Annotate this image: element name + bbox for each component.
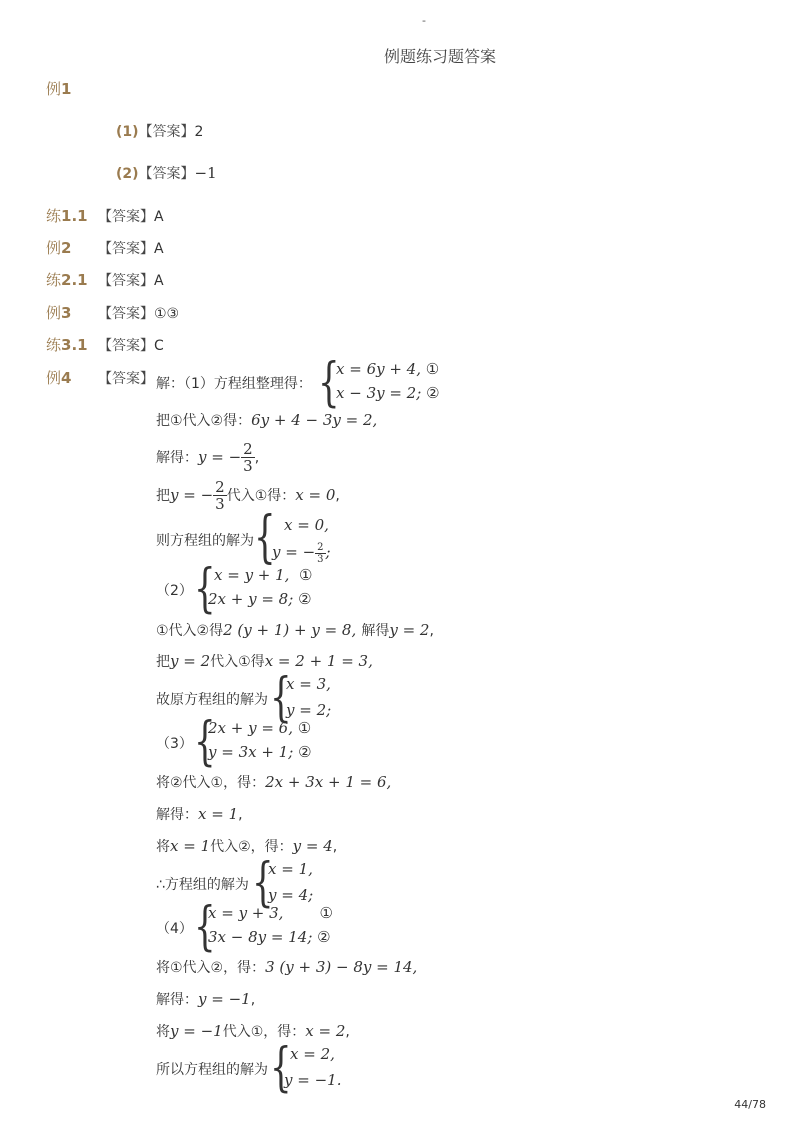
practice-2-1-answer: 【答案】A <box>98 273 164 289</box>
page-title: 例题练习题答案 <box>383 47 496 66</box>
s4-line-2: 解得：y = −1, <box>156 990 256 1008</box>
page-number: 44/78 <box>734 1098 766 1111</box>
left-brace: { <box>194 896 216 958</box>
s4-result-eq1: x = 2, <box>290 1045 335 1063</box>
left-brace: { <box>318 352 340 414</box>
s1-result-text: 则方程组的解为 <box>156 533 254 549</box>
s3-result-eq1: x = 1, <box>268 860 313 878</box>
label-practice-3-1: 练3.1 <box>46 336 88 354</box>
s2-result-system <box>270 667 360 729</box>
s4-label: （4） <box>156 921 193 937</box>
example-1-part-2: (2)【答案】−1 <box>116 164 217 182</box>
s2-eq2: 2x + y = 8; ② <box>208 590 312 608</box>
s1-line-3: 把y = − $\frac{2}{3}$ 代入①得：x = 0, <box>156 477 340 513</box>
s4-result-text: 所以方程组的解为 <box>156 1062 268 1078</box>
left-brace: { <box>254 505 276 571</box>
s2-line-1: ①代入②得2 (y + 1) + y = 8, 解得y = 2, <box>156 621 434 639</box>
s4-system <box>194 896 354 958</box>
s1-line-1: 把①代入②得：6y + 4 − 3y = 2, <box>156 411 378 429</box>
s3-label: （3） <box>156 736 193 752</box>
s1-result-system <box>254 505 364 571</box>
s4-result-eq2: y = −1. <box>284 1071 342 1089</box>
label-practice-1-1: 练1.1 <box>46 207 88 225</box>
practice-1-1-answer: 【答案】A <box>98 209 164 225</box>
example-2-answer: 【答案】A <box>98 241 164 257</box>
s3-line-1: 将②代入①，得：2x + 3x + 1 = 6, <box>156 773 392 791</box>
s2-eq1: x = y + 1, ① <box>214 566 313 584</box>
s1-result-eq2: y = − $\frac{2}{3}$ ; <box>272 541 331 565</box>
header-dash: - <box>422 14 426 27</box>
s2-line-2: 把y = 2代入①得x = 2 + 1 = 3, <box>156 652 373 670</box>
s3-result-text: ∴方程组的解为 <box>156 877 249 893</box>
practice-3-1-answer: 【答案】C <box>98 338 164 354</box>
label-example-4: 例4 <box>46 369 72 387</box>
s4-result-system <box>270 1037 370 1099</box>
label-practice-2-1: 练2.1 <box>46 271 88 289</box>
s3-line-2: 解得：x = 1, <box>156 805 243 823</box>
left-brace: { <box>252 852 274 914</box>
label-example-3: 例3 <box>46 304 72 322</box>
s1-eq1: x = 6y + 4, ① <box>336 360 440 378</box>
fraction-two-thirds: $\frac{2}{3}$ <box>215 477 225 513</box>
left-brace: { <box>194 711 216 773</box>
s2-result-eq2: y = 2; <box>286 701 332 719</box>
s3-system <box>194 711 334 773</box>
s4-line-3: 将y = −1代入①，得：x = 2, <box>156 1022 350 1040</box>
s4-eq1: x = y + 3, ① <box>208 904 333 922</box>
left-brace: { <box>270 667 292 729</box>
example-3-answer: 【答案】①③ <box>98 306 180 322</box>
s3-eq1: 2x + y = 6, ① <box>208 719 312 737</box>
s3-result-eq2: y = 4; <box>268 886 314 904</box>
s2-result-text: 故原方程组的解为 <box>156 692 268 708</box>
left-brace: { <box>194 558 216 620</box>
s1-result-eq1: x = 0, <box>284 516 329 534</box>
s3-eq2: y = 3x + 1; ② <box>208 743 312 761</box>
s3-result-system <box>252 852 342 914</box>
s4-eq2: 3x − 8y = 14; ② <box>208 928 331 946</box>
s1-line-2: 解得：y = − $\frac{2}{3}$ , <box>156 439 260 475</box>
s1-system <box>318 352 458 414</box>
s2-system <box>194 558 334 620</box>
label-example-2: 例2 <box>46 239 72 257</box>
s1-intro: 解：（1）方程组整理得： <box>156 376 312 392</box>
fraction-two-thirds: $\frac{2}{3}$ <box>317 541 324 565</box>
label-example-1: 例1 <box>46 80 72 98</box>
s2-label: （2） <box>156 583 193 599</box>
s3-line-3: 将x = 1代入②，得：y = 4, <box>156 837 338 855</box>
fraction-two-thirds: $\frac{2}{3}$ <box>243 439 253 475</box>
s2-result-eq1: x = 3, <box>286 675 331 693</box>
example-4-answer-tag: 【答案】 <box>98 371 154 387</box>
example-1-part-1: (1)【答案】2 <box>116 124 204 140</box>
s4-line-1: 将①代入②，得：3 (y + 3) − 8y = 14, <box>156 958 418 976</box>
left-brace: { <box>270 1037 292 1099</box>
s1-eq2: x − 3y = 2; ② <box>336 384 440 402</box>
